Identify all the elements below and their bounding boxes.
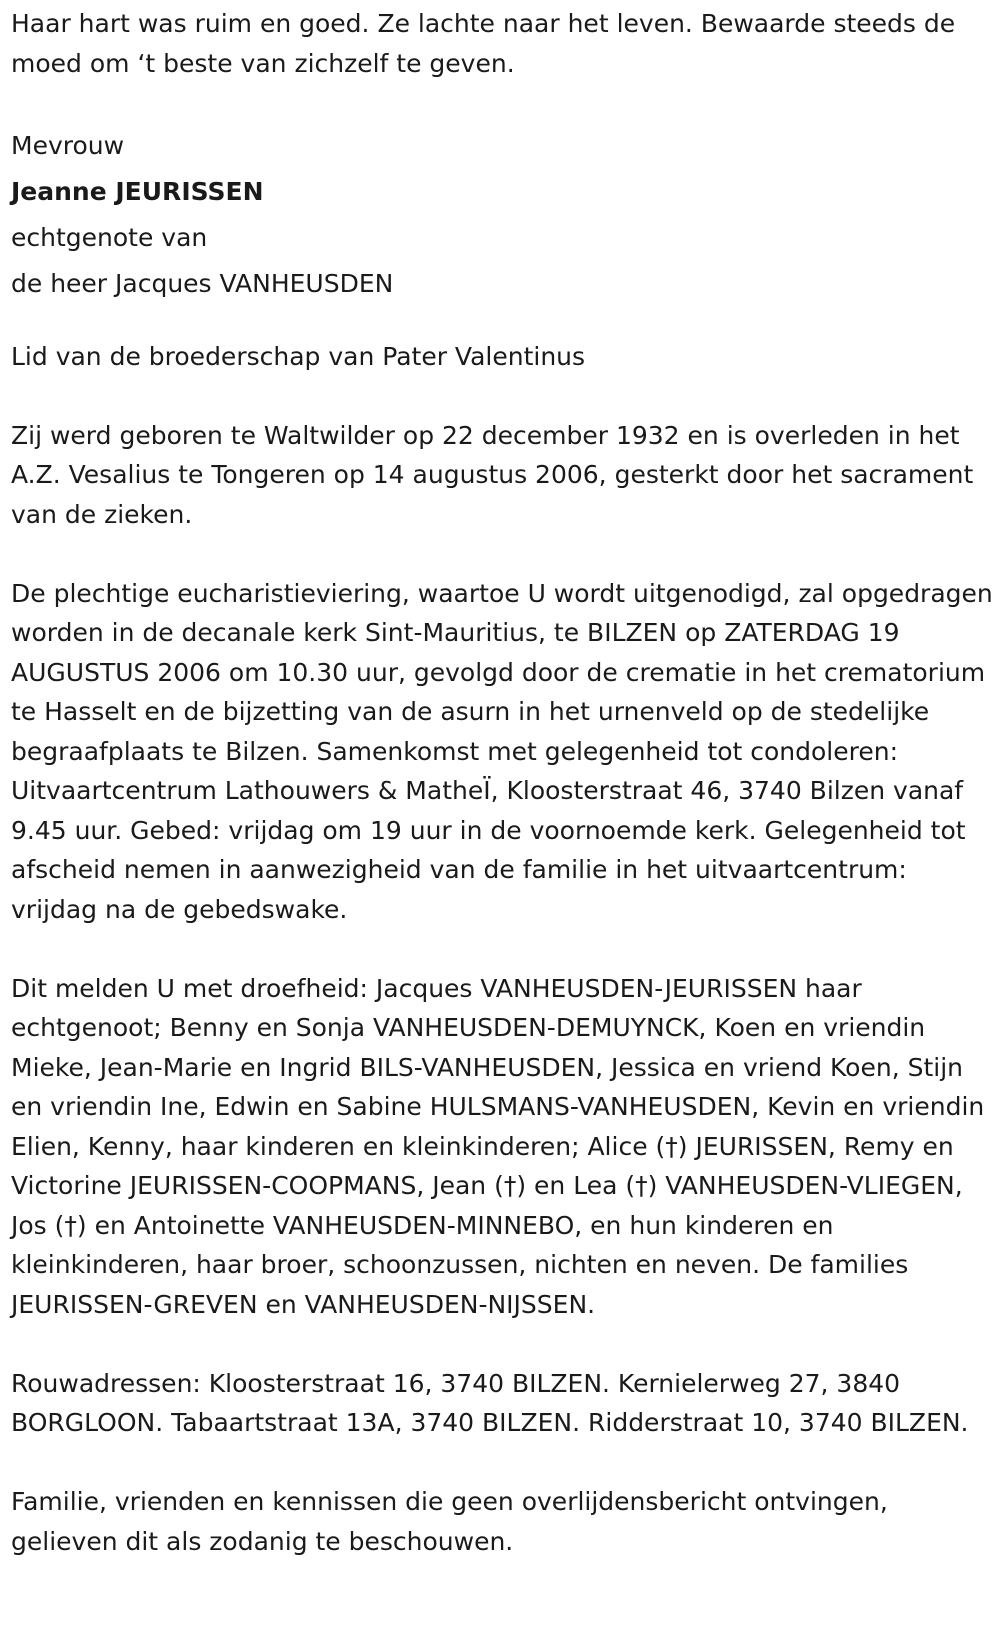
- addresses-paragraph: Rouwadressen: Kloosterstraat 16, 3740 BILZEN. Kernielerweg 27, 3840 BORGLOON. Tabaartstraat 13A, 3740 BILZEN. Ridderstraat 10, 3740 BILZEN.: [11, 1368, 969, 1437]
- membership-text: Lid van de broederschap van Pater Valentinus: [11, 341, 586, 371]
- spouse-name: de heer Jacques VANHEUSDEN: [11, 268, 394, 298]
- spouse-prefix: echtgenote van: [11, 222, 208, 252]
- family-paragraph: Dit melden U met droefheid: Jacques VANHEUSDEN-JEURISSEN haar echtgenoot; Benny en Sonja VANHEUSDEN-DEMUYNCK, Koen en vriendin Mieke, Jean-Marie en Ingrid BILS-VANHEUSDEN, Jessica en vriend Koen, Stijn en vriendin Ine, Edwin en Sabine HULSMANS-VANHEUSDEN, Kevin en vriendin Elien, Kenny, haar kinderen en kleinkinderen; Alice (†) JEURISSEN, Remy en Victorine JEURISSEN-COOPMANS, Jean (†) en Lea (†) VANHEUSDEN-VLIEGEN, Jos (†) en Antoinette VANHEUSDEN-MINNEBO, en hun kinderen en kleinkinderen, haar broer, schoonzussen, nichten en neven. De families JEURISSEN-GREVEN en VANHEUSDEN-NIJSSEN.: [11, 973, 985, 1319]
- salutation: Mevrouw: [11, 130, 125, 160]
- ceremony-paragraph: De plechtige eucharistieviering, waartoe U wordt uitgenodigd, zal opgedragen worden in de decanale kerk Sint-Mauritius, te BILZEN op ZATERDAG 19 AUGUSTUS 2006 om 10.30 uur, gevolgd door de crematie in het crematorium te Hasselt en de bijzetting van de asurn in het urnenveld op de stedelijke begraafplaats te Bilzen. Samenkomst met gelegenheid tot condoleren: Uitvaartcentrum Lathouwers & MatheÏ, Kloosterstraat 46, 3740 Bilzen vanaf 9.45 uur. Gebed: vrijdag om 19 uur in de voornoemde kerk. Gelegenheid tot afscheid nemen in aanwezigheid van de familie in het uitvaartcentrum: vrijdag na de gebedswake.: [11, 578, 993, 924]
- birth-death-paragraph: Zij werd geboren te Waltwilder op 22 december 1932 en is overleden in het A.Z. Vesalius te Tongeren op 14 augustus 2006, gesterkt door het sacrament van de zieken.: [11, 420, 974, 529]
- intro-text: Haar hart was ruim en goed. Ze lachte naar het leven. Bewaarde steeds de moed om ‘t beste van zichzelf te geven.: [11, 9, 956, 78]
- closing-paragraph: Familie, vrienden en kennissen die geen overlijdensbericht ontvingen, gelieven dit als zodanig te beschouwen.: [11, 1487, 888, 1556]
- deceased-name: Jeanne JEURISSEN: [11, 176, 264, 206]
